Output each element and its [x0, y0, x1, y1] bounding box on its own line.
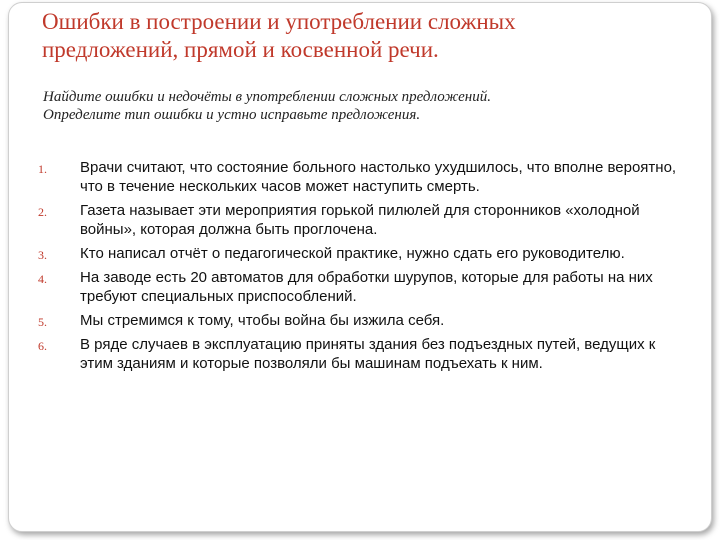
item-text: На заводе есть 20 автоматов для обработки шурупов, которые для работы на них требуют специальных приспособлений. [80, 269, 653, 305]
instructions-line-1: Найдите ошибки и недочёты в употреблении сложных предложений. [43, 89, 491, 105]
item-text: Кто написал отчёт о педагогической практике, нужно сдать его руководителю. [80, 245, 625, 262]
instructions-line-2: Определите тип ошибки и устно исправьте предложения. [43, 107, 421, 123]
item-text: Газета называет эти мероприятия горькой пилюлей для сторонников «холодной войны», которая должна быть проглочена. [80, 202, 640, 238]
slide-title [42, 8, 642, 64]
item-number: 1. [38, 162, 47, 176]
title-line-1: Ошибки в построении и употреблении сложных [42, 9, 516, 34]
sentence-list [38, 158, 678, 378]
item-text: В ряде случаев в эксплуатацию приняты здания без подъездных путей, ведущих к этим зданиям и которые позволяли бы машинам подъехать к ним. [80, 336, 656, 372]
instructions [43, 88, 663, 124]
list-item [38, 335, 678, 373]
list-item [38, 311, 678, 330]
title-line-2: предложений, прямой и косвенной речи. [42, 37, 439, 62]
item-number: 4. [38, 272, 47, 286]
item-number: 6. [38, 339, 47, 353]
item-number: 3. [38, 248, 47, 262]
item-text: Врачи считают, что состояние больного настолько ухудшилось, что вполне вероятно, что в течение нескольких часов может наступить смерть. [80, 159, 677, 195]
list-item [38, 201, 678, 239]
item-number: 2. [38, 205, 47, 219]
item-number: 5. [38, 315, 47, 329]
item-text: Мы стремимся к тому, чтобы война бы изжила себя. [80, 312, 445, 329]
list-item [38, 158, 678, 196]
list-item [38, 268, 678, 306]
list-item [38, 244, 678, 263]
